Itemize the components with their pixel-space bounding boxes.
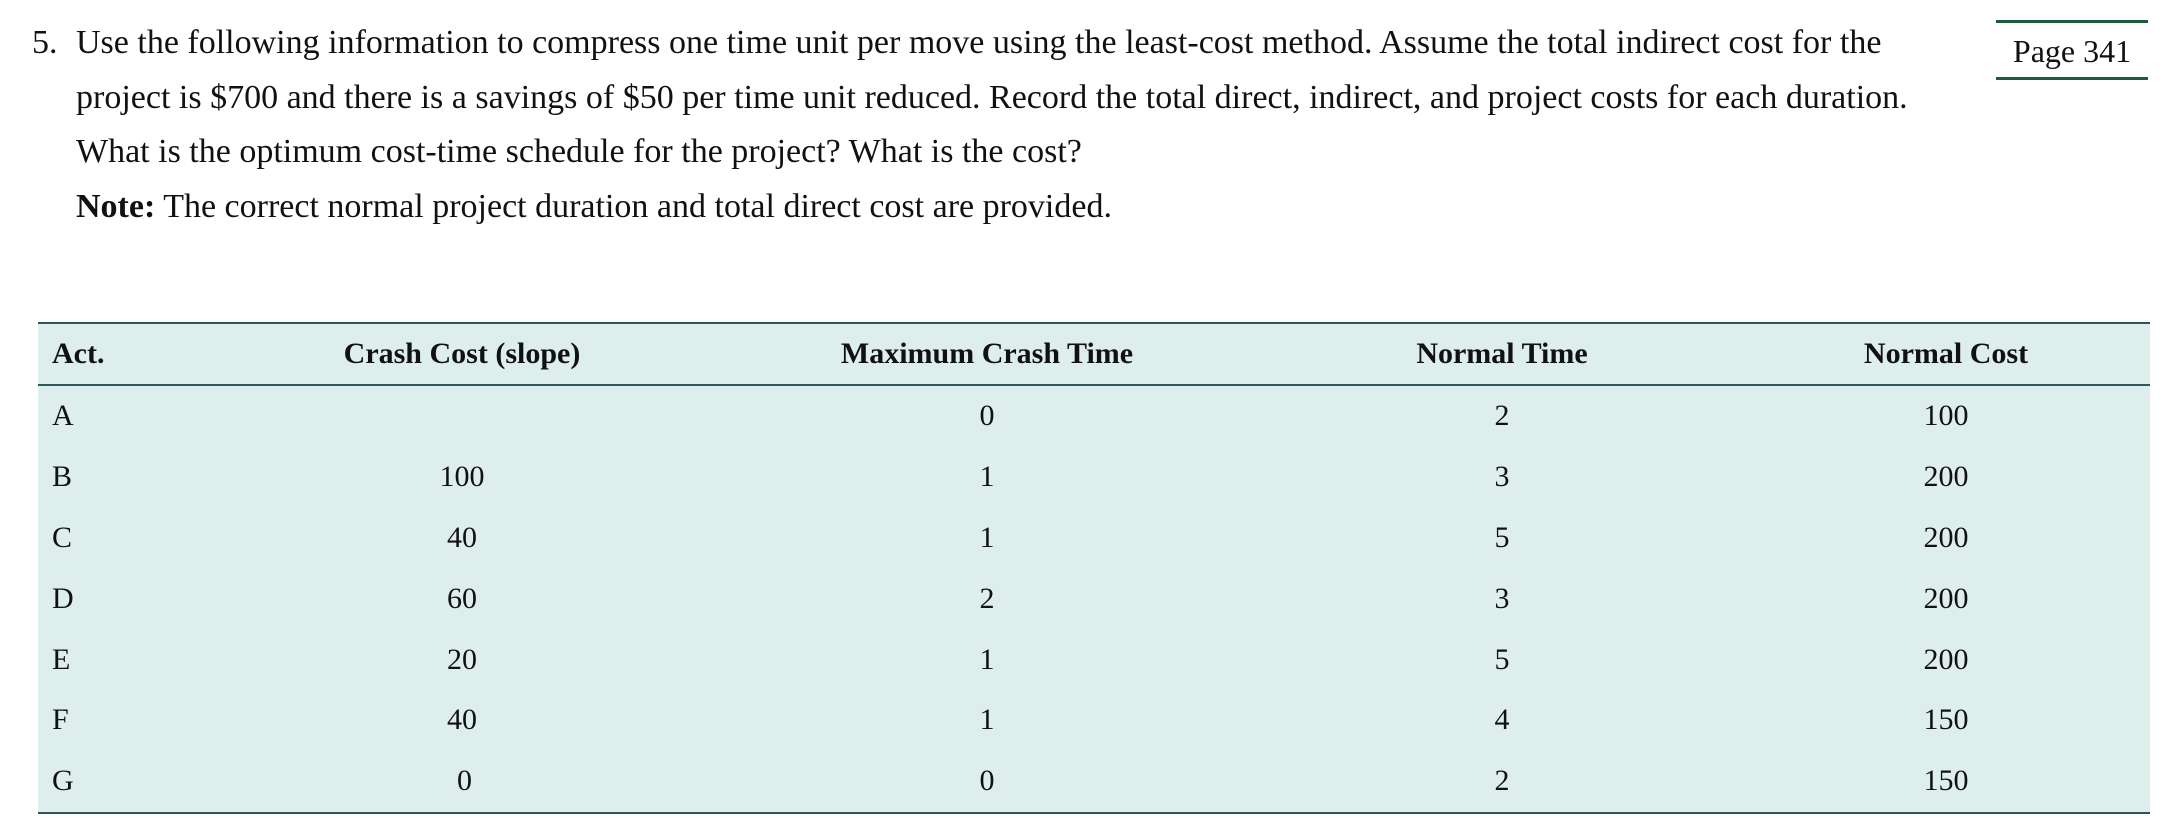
- cell-crash-cost: 60: [447, 581, 477, 615]
- table-row: [38, 568, 2150, 629]
- cell-activity: C: [52, 520, 73, 554]
- cell-crash-cost: 100: [439, 460, 485, 494]
- cell-crash-cost: 40: [447, 520, 477, 554]
- problem-note: [76, 180, 1982, 235]
- cell-activity: D: [52, 581, 74, 615]
- header-activity: Act.: [38, 323, 212, 385]
- cell-normal-time: 3: [1494, 460, 1510, 494]
- note-text: The correct normal project duration and total direct cost are provided.: [163, 187, 1112, 225]
- cell-normal-time: 2: [1494, 399, 1510, 433]
- cell-max-crash-time: 1: [979, 460, 995, 494]
- cell-normal-cost: 150: [1923, 703, 1969, 737]
- activity-table: [38, 322, 2150, 814]
- cell-normal-time: 2: [1494, 764, 1510, 798]
- problem-text: Use the following information to compress one time unit per move using the least-cost method. Assume the total indirect cost for the project is $700 and there is a savings of $50 per time unit reduced. Record the total direct, indirect, and project costs for each duration. What is the optimum cost-time schedule for the project? What is the cost?: [76, 24, 1908, 170]
- cell-normal-cost: 200: [1923, 581, 1969, 615]
- cell-max-crash-time: 2: [979, 581, 995, 615]
- cell-max-crash-time: 1: [979, 703, 995, 737]
- cell-crash-cost: [212, 385, 712, 447]
- table-header-row: [38, 323, 2150, 385]
- cell-max-crash-time: 0: [979, 764, 995, 798]
- cell-activity: E: [52, 642, 71, 676]
- table-row: [38, 508, 2150, 569]
- table-row: [38, 629, 2150, 690]
- table-row: [38, 751, 2150, 813]
- cell-normal-cost: 200: [1923, 642, 1969, 676]
- cell-normal-cost: 100: [1923, 399, 1969, 433]
- header-normal-time: Normal Time: [1262, 323, 1742, 385]
- cell-crash-cost: 20: [447, 642, 477, 676]
- cell-normal-time: 3: [1494, 581, 1510, 615]
- header-normal-cost: Normal Cost: [1742, 323, 2150, 385]
- cell-normal-time: 5: [1494, 642, 1510, 676]
- table-row: [38, 690, 2150, 751]
- problem-body: [76, 16, 1982, 234]
- header-crash-cost: Crash Cost (slope): [212, 323, 712, 385]
- note-label: Note:: [76, 187, 156, 225]
- cell-normal-time: 5: [1494, 520, 1510, 554]
- header-max-crash-time: Maximum Crash Time: [712, 323, 1262, 385]
- cell-crash-cost: 40: [447, 703, 477, 737]
- cell-activity: F: [52, 703, 69, 737]
- problem-number: 5.: [32, 24, 58, 61]
- table-row: [38, 385, 2150, 447]
- page-reference: Page 341: [1996, 20, 2148, 80]
- table-row: [38, 447, 2150, 508]
- cell-crash-cost: 0: [457, 764, 472, 798]
- cell-max-crash-time: 1: [979, 642, 995, 676]
- cell-activity: B: [52, 460, 73, 494]
- problem-statement: [32, 16, 1982, 234]
- cell-max-crash-time: 0: [979, 399, 995, 433]
- cell-activity: G: [52, 764, 74, 798]
- cell-normal-cost: 200: [1923, 520, 1969, 554]
- cell-max-crash-time: 1: [979, 520, 995, 554]
- cell-normal-cost: 200: [1923, 460, 1969, 494]
- cell-normal-cost: 150: [1923, 764, 1969, 798]
- cell-normal-time: 4: [1494, 703, 1510, 737]
- cell-activity: A: [52, 399, 74, 433]
